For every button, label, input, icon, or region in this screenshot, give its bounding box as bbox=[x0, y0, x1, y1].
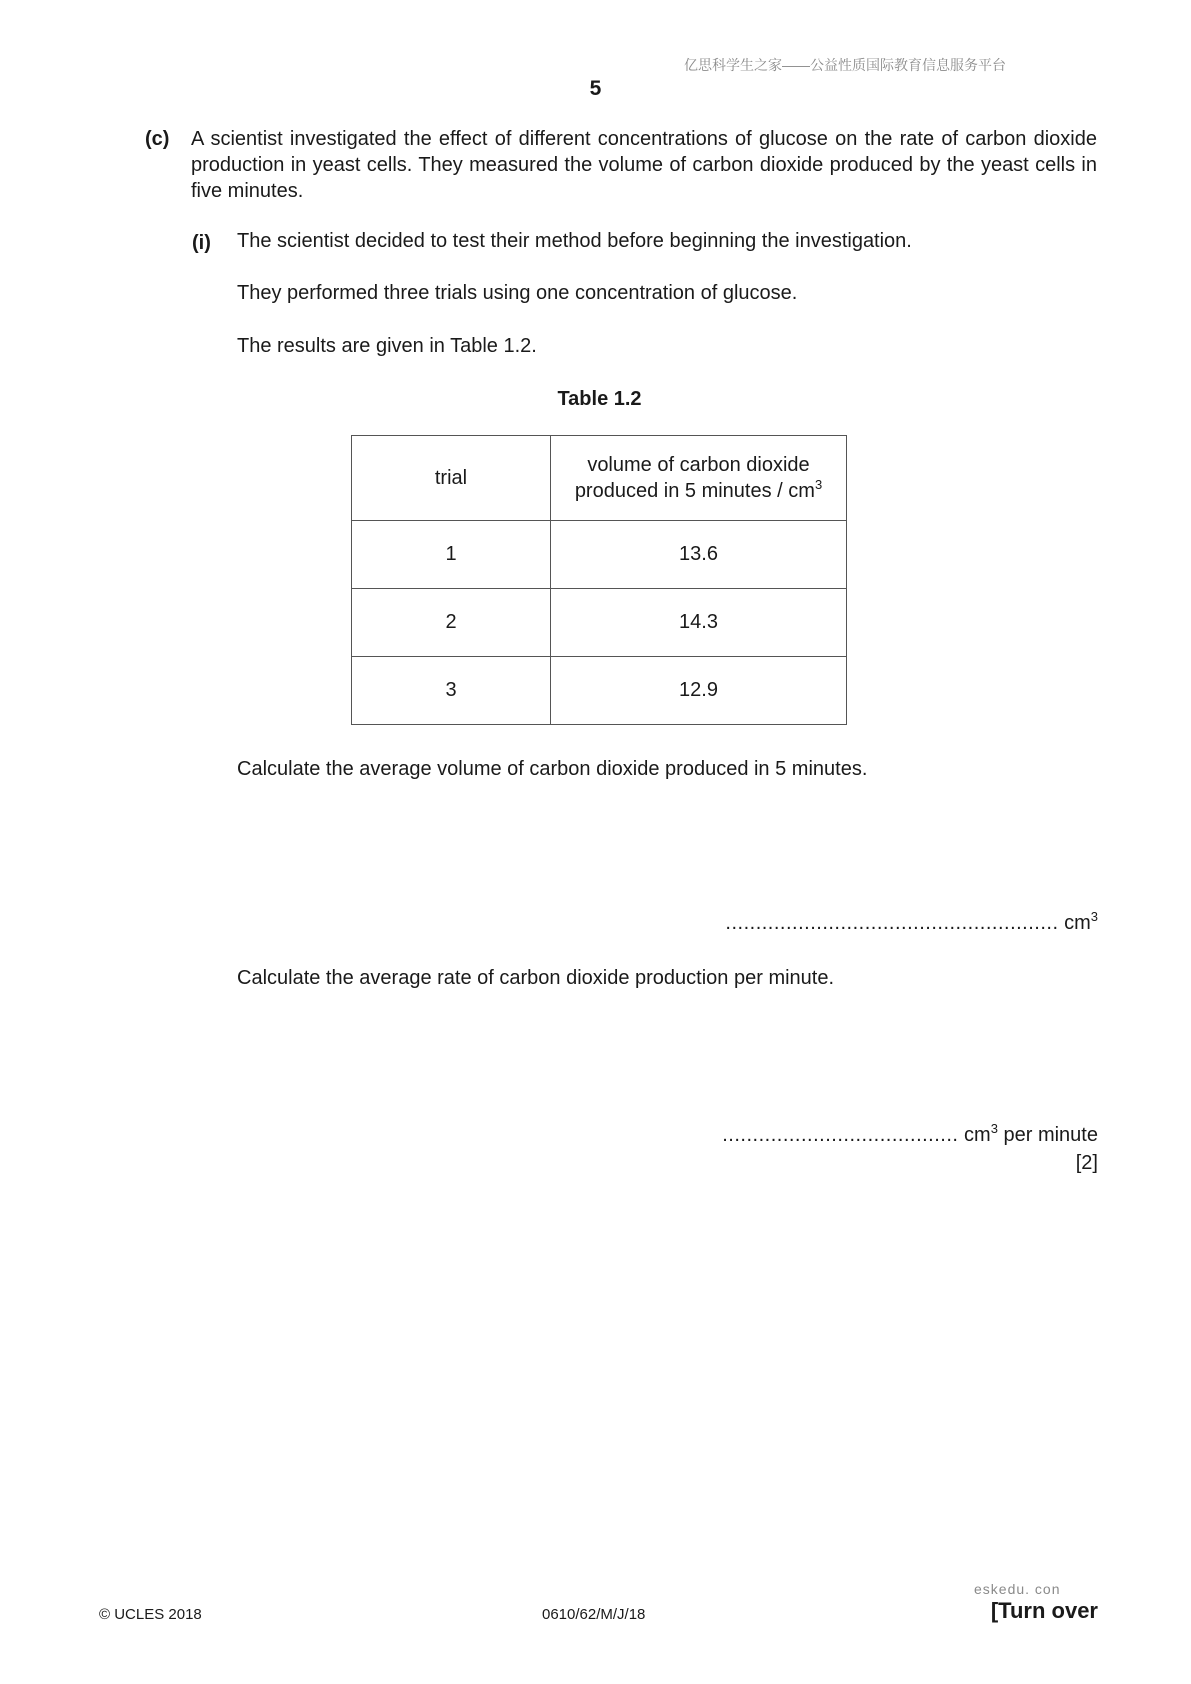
answer-unit-suffix: per minute bbox=[997, 1124, 1098, 1146]
page-number: 5 bbox=[589, 77, 602, 100]
header-volume-line2: produced in 5 minutes / cm bbox=[574, 480, 815, 502]
cell-volume: 12.9 bbox=[551, 657, 847, 725]
cell-trial: 1 bbox=[352, 521, 551, 589]
answer-line-rate[interactable] bbox=[722, 1121, 1098, 1147]
answer-dots: ....................................................... bbox=[725, 912, 1059, 934]
results-table bbox=[351, 435, 847, 725]
method-paragraph: The scientist decided to test their method before beginning the investigation. bbox=[237, 230, 912, 252]
question-average-volume: Calculate the average volume of carbon dioxide produced in 5 minutes. bbox=[237, 758, 868, 780]
part-label: (c) bbox=[145, 128, 170, 150]
answer-dots: ....................................... bbox=[722, 1124, 959, 1146]
watermark-header: 亿思科学生之家——公益性质国际教育信息服务平台 bbox=[684, 57, 1006, 73]
header-volume-superscript: 3 bbox=[814, 477, 823, 492]
answer-unit-superscript: 3 bbox=[990, 1121, 998, 1136]
question-average-rate: Calculate the average rate of carbon dioxide production per minute. bbox=[237, 967, 835, 989]
watermark-footer: eskedu. con bbox=[974, 1581, 1061, 1597]
header-trial: trial bbox=[352, 436, 551, 521]
answer-line-volume[interactable] bbox=[725, 909, 1098, 935]
footer-paper-code: 0610/62/M/J/18 bbox=[542, 1606, 646, 1623]
footer-copyright: © UCLES 2018 bbox=[99, 1606, 202, 1623]
cell-trial: 2 bbox=[352, 589, 551, 657]
marks-allocation: [2] bbox=[1075, 1152, 1098, 1174]
answer-unit: cm bbox=[1064, 912, 1091, 934]
table-row bbox=[352, 657, 847, 725]
cell-trial: 3 bbox=[352, 657, 551, 725]
table-row bbox=[352, 521, 847, 589]
table-caption: Table 1.2 bbox=[557, 388, 642, 410]
header-volume bbox=[551, 436, 847, 521]
answer-unit: cm bbox=[964, 1124, 991, 1146]
turn-over-label: [Turn over bbox=[990, 1598, 1098, 1623]
answer-unit-superscript: 3 bbox=[1090, 909, 1098, 924]
header-volume-line1: volume of carbon dioxide bbox=[587, 454, 810, 476]
sub-question-label: (i) bbox=[192, 232, 211, 254]
cell-volume: 13.6 bbox=[551, 521, 847, 589]
question-intro: A scientist investigated the effect of different concentrations of glucose on the rate of carbon dioxide production in yeast cells. They measured the volume of carbon dioxide produced by the yeast cells in five minutes. bbox=[191, 128, 1097, 202]
results-paragraph: The results are given in Table 1.2. bbox=[237, 335, 537, 357]
trials-paragraph: They performed three trials using one concentration of glucose. bbox=[237, 282, 798, 304]
table-row bbox=[352, 589, 847, 657]
cell-volume: 14.3 bbox=[551, 589, 847, 657]
table-header-row bbox=[352, 436, 847, 521]
